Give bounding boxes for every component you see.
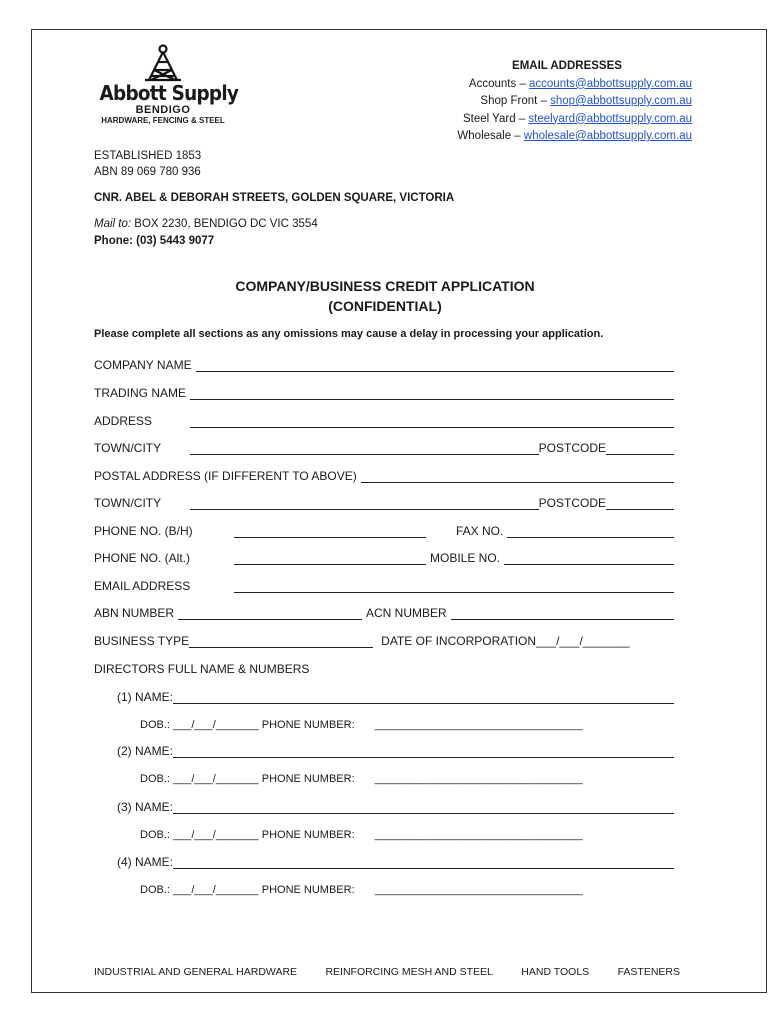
form-title: COMPANY/BUSINESS CREDIT APPLICATION	[235, 278, 535, 294]
tower-logo-icon	[143, 44, 183, 82]
postcode-label: POSTCODE	[538, 441, 606, 455]
trading-name-label: TRADING NAME	[94, 386, 187, 400]
company-name-label: COMPANY NAME	[94, 358, 192, 372]
director-3-name-field[interactable]	[173, 799, 674, 814]
dob-label: DOB.:	[140, 829, 170, 841]
email-label: Accounts –	[468, 77, 530, 90]
trading-name-field[interactable]	[190, 385, 674, 400]
postal-address-field[interactable]	[361, 468, 674, 483]
email-row-accounts	[362, 76, 692, 94]
director-3-dob-row	[140, 817, 680, 841]
email-row	[94, 569, 674, 593]
company-logo	[94, 44, 239, 144]
business-type-label: BUSINESS TYPE	[94, 634, 190, 648]
business-type-field[interactable]	[189, 633, 373, 648]
postcode-label: POSTCODE	[538, 496, 606, 510]
email-label: Shop Front –	[480, 95, 551, 107]
director-3-phone-field[interactable]: __________________________________	[374, 829, 583, 841]
abn-text: ABN 89 069 780 936	[94, 166, 201, 178]
email-link-shop[interactable]: shop@abbottsupply.com.au	[550, 95, 692, 107]
town-city-field[interactable]	[190, 440, 539, 455]
director-3-dob-field[interactable]: ___/___/_______	[173, 829, 259, 841]
mobile-field[interactable]	[504, 550, 674, 565]
director-name-label: NAME:	[135, 800, 174, 814]
email-addresses	[362, 58, 692, 146]
trading-name-row	[94, 376, 674, 400]
phone-alt-row	[94, 541, 674, 565]
director-3-name-row	[117, 790, 674, 814]
email-row-steelyard	[362, 111, 692, 129]
street-address: CNR. ABEL & DEBORAH STREETS, GOLDEN SQUARE, VICTORIA	[94, 192, 455, 204]
dob-label: DOB.:	[140, 719, 170, 731]
fax-field[interactable]	[507, 523, 674, 538]
abn-row	[94, 596, 674, 620]
phone-alt-field[interactable]	[234, 550, 426, 565]
director-4-phone-field[interactable]: __________________________________	[374, 884, 583, 896]
director-4-name-row	[117, 845, 674, 869]
mail-to-label: Mail to:	[94, 218, 132, 230]
directors-heading-row	[94, 652, 674, 676]
town-city-label: TOWN/CITY	[94, 441, 162, 455]
form-instructions: Please complete all sections as any omissions may cause a delay in processing your application.	[94, 328, 604, 340]
business-type-row	[94, 624, 674, 648]
director-1-name-field[interactable]	[173, 689, 674, 704]
footer-item: FASTENERS	[617, 966, 680, 978]
director-4-dob-field[interactable]: ___/___/_______	[173, 884, 259, 896]
director-4-name-field[interactable]	[173, 854, 674, 869]
email-label: Steel Yard –	[462, 112, 529, 125]
director-1-name-row	[117, 680, 674, 704]
form-subtitle: (CONFIDENTIAL)	[328, 298, 442, 314]
directors-heading: DIRECTORS FULL NAME & NUMBERS	[94, 662, 310, 676]
date-incorporation-label: DATE OF INCORPORATION	[381, 634, 537, 648]
director-1-phone-field[interactable]: __________________________________	[374, 719, 583, 731]
established-text: ESTABLISHED 1853	[94, 150, 202, 162]
director-2-dob-field[interactable]: ___/___/_______	[173, 773, 259, 785]
postal-address-row	[94, 459, 674, 483]
dob-label: DOB.:	[140, 773, 170, 785]
director-number: (2)	[117, 744, 132, 758]
email-label: Wholesale –	[457, 130, 524, 142]
phone-bh-label: PHONE NO. (B/H)	[94, 524, 193, 538]
logo-location: BENDIGO	[135, 104, 191, 116]
town-city-label: TOWN/CITY	[94, 496, 162, 510]
mail-to-value: BOX 2230, BENDIGO DC VIC 3554	[131, 218, 318, 230]
director-4-dob-row	[140, 872, 680, 896]
email-row-shop	[362, 93, 692, 111]
address-row	[94, 404, 674, 428]
phone-bh-row	[94, 514, 674, 538]
page-footer	[94, 966, 680, 978]
phone-text: Phone: (03) 5443 9077	[94, 235, 215, 247]
email-addresses-title: EMAIL ADDRESSES	[512, 60, 622, 72]
phone-number-label: PHONE NUMBER:	[261, 829, 355, 841]
footer-item: INDUSTRIAL AND GENERAL HARDWARE	[94, 966, 298, 978]
postal-postcode-field[interactable]	[606, 495, 674, 510]
phone-number-label: PHONE NUMBER:	[261, 719, 355, 731]
director-2-dob-row	[140, 761, 680, 785]
company-name-row	[94, 348, 674, 372]
phone-alt-label: PHONE NO. (Alt.)	[94, 551, 191, 565]
director-number: (1)	[117, 690, 132, 704]
mobile-label: MOBILE NO.	[430, 551, 501, 565]
fax-label: FAX NO.	[456, 524, 504, 538]
address-field[interactable]	[190, 413, 674, 428]
director-2-name-field[interactable]	[173, 743, 674, 758]
director-number: (3)	[117, 800, 132, 814]
form-page	[31, 29, 767, 993]
email-field[interactable]	[234, 578, 674, 593]
address-label: ADDRESS	[94, 414, 153, 428]
phone-number-label: PHONE NUMBER:	[261, 884, 355, 896]
postal-address-label: POSTAL ADDRESS (IF DIFFERENT TO ABOVE)	[94, 469, 357, 483]
postal-town-city-row	[94, 486, 674, 510]
director-name-label: NAME:	[135, 855, 174, 869]
abn-number-field[interactable]	[178, 605, 362, 620]
email-link-wholesale[interactable]: wholesale@abbottsupply.com.au	[523, 130, 692, 142]
company-info	[94, 148, 201, 180]
phone-number-label: PHONE NUMBER:	[261, 773, 355, 785]
acn-number-label: ACN NUMBER	[366, 606, 447, 620]
footer-item: HAND TOOLS	[521, 966, 590, 978]
email-row-wholesale	[362, 128, 692, 146]
director-1-dob-row	[140, 707, 680, 731]
director-2-name-row	[117, 734, 674, 758]
postal-town-city-field[interactable]	[190, 495, 539, 510]
town-city-row	[94, 431, 674, 455]
email-label: EMAIL ADDRESS	[94, 579, 191, 593]
email-link-accounts[interactable]: accounts@abbottsupply.com.au	[529, 77, 692, 90]
logo-tagline: HARDWARE, FENCING & STEEL	[101, 116, 225, 125]
director-number: (4)	[117, 855, 132, 869]
acn-number-field[interactable]	[451, 605, 674, 620]
director-1-dob-field[interactable]: ___/___/_______	[173, 719, 259, 731]
director-2-phone-field[interactable]: __________________________________	[374, 773, 583, 785]
phone-bh-field[interactable]	[234, 523, 426, 538]
dob-label: DOB.:	[140, 884, 170, 896]
director-name-label: NAME:	[135, 744, 174, 758]
director-name-label: NAME:	[135, 690, 174, 704]
date-incorporation-field[interactable]: ___/___/_______	[536, 634, 630, 648]
abn-number-label: ABN NUMBER	[94, 606, 175, 620]
company-name-field[interactable]	[196, 357, 674, 372]
mail-to	[94, 216, 318, 232]
logo-name: Abbott Supply	[99, 81, 239, 105]
postcode-field[interactable]	[606, 440, 674, 455]
email-link-steelyard[interactable]: steelyard@abbottsupply.com.au	[528, 112, 692, 125]
footer-item: REINFORCING MESH AND STEEL	[325, 966, 493, 978]
